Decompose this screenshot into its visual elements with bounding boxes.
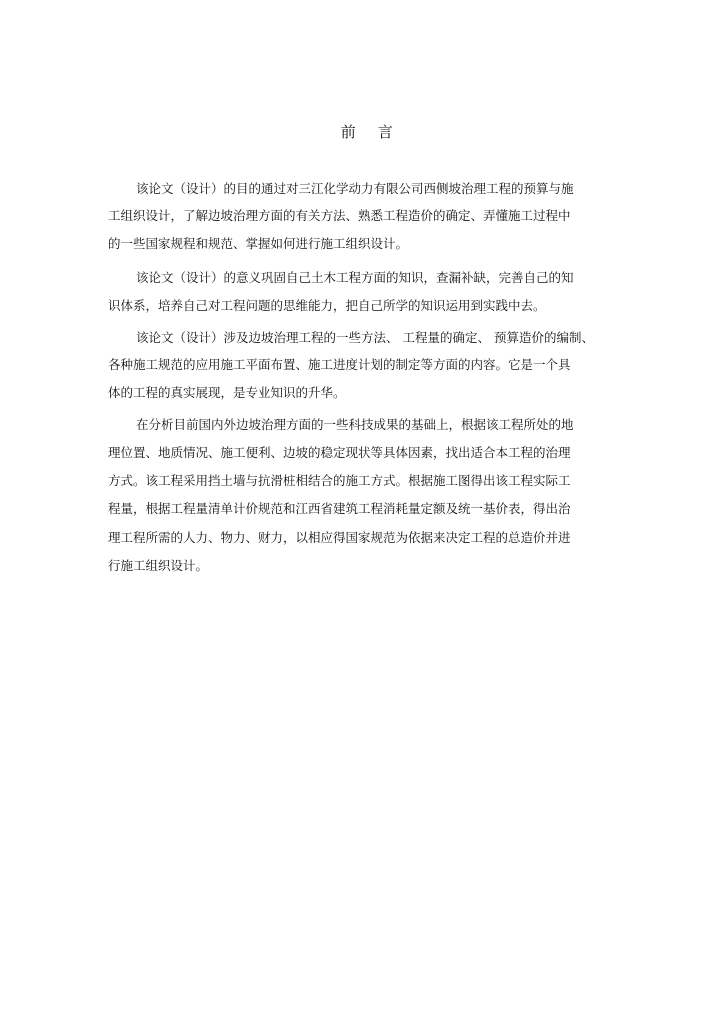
paragraph-2-line-2: 识体系，培养自己对工程问题的思维能力，把自己所学的知识运用到实践中去。 bbox=[108, 298, 546, 313]
paragraph-1-line-2: 工组织设计，了解边坡治理方面的有关方法、熟悉工程造价的确定、弄懂施工过程中 bbox=[108, 208, 571, 223]
paragraph-3-line-2: 各种施工规范的应用施工平面布置、施工进度计划的制定等方面的内容。它是一个具 bbox=[108, 357, 571, 372]
paragraph-3-line-3: 体的工程的真实展现，是专业知识的升华。 bbox=[108, 385, 346, 400]
paragraph-4-line-1: 在分析目前国内外边坡治理方面的一些科技成果的基础上，根据该工程所处的地 bbox=[136, 417, 574, 432]
paragraph-4-line-3: 方式。该工程采用挡土墙与抗滑桩相结合的施工方式。根据施工图得出该工程实际工 bbox=[108, 473, 571, 488]
paragraph-1-line-3: 的一些国家规程和规范、掌握如何进行施工组织设计。 bbox=[108, 236, 409, 251]
page-title bbox=[0, 102, 724, 142]
paragraph-4-line-4: 程量，根据工程量清单计价规范和江西省建筑工程消耗量定额及统一基价表，得出治 bbox=[108, 501, 571, 516]
paragraph-4-line-6: 行施工组织设计。 bbox=[108, 558, 209, 573]
paragraph-4-line-5: 理工程所需的人力、物力、财力，以相应得国家规范为依据来决定工程的总造价并进 bbox=[108, 530, 571, 545]
page-title-char-2: 言 bbox=[377, 123, 393, 141]
paragraph-4-line-2: 理位置、地质情况、施工便利、边坡的稳定现状等具体因素，找出适合本工程的治理 bbox=[108, 445, 571, 460]
paragraph-3-line-1: 该论文（设计）涉及边坡治理工程的一些方法、 工程量的确定、 预算造价的编制、 bbox=[136, 330, 594, 345]
paragraph-2-line-1: 该论文（设计）的意义巩固自己土木工程方面的知识，查漏补缺，完善自己的知 bbox=[136, 270, 574, 285]
page-title-char-1: 前 bbox=[340, 123, 356, 141]
paragraph-1-line-1: 该论文（设计）的目的通过对三江化学动力有限公司西侧坡治理工程的预算与施 bbox=[136, 181, 574, 196]
